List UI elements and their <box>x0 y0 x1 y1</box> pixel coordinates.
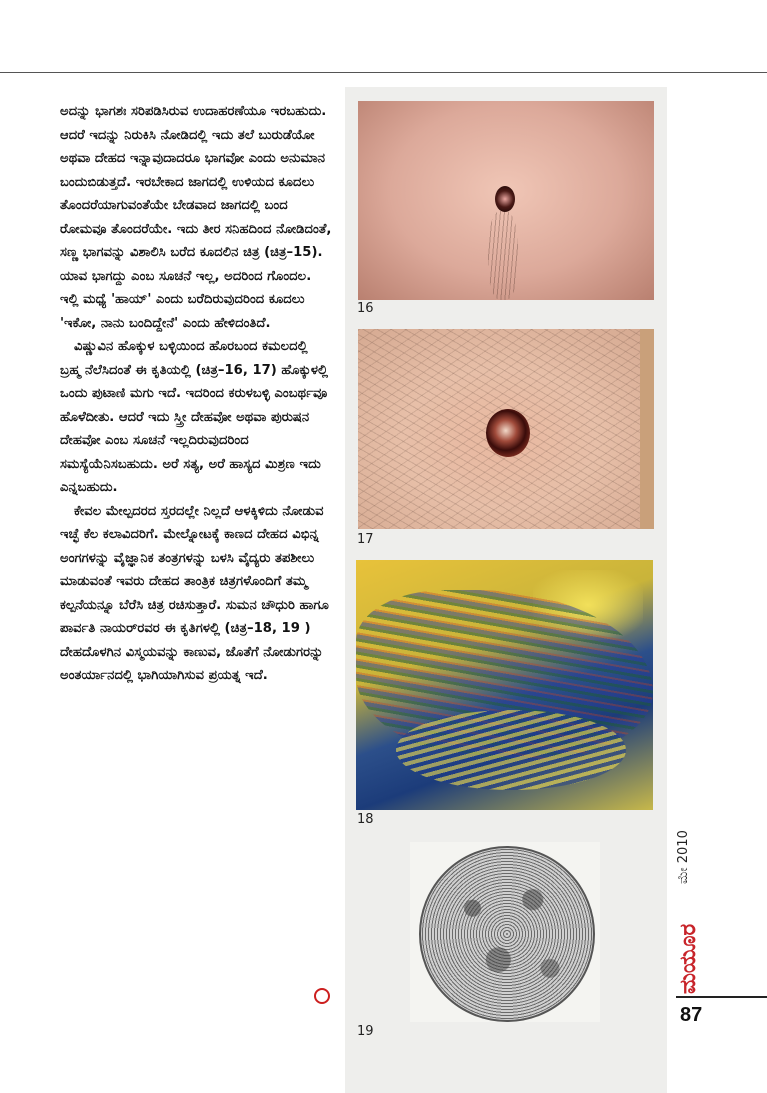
article-paragraph-3: ಕೇವಲ ಮೇಲ್ಪದರದ ಸ್ತರದಲ್ಲೇ ನಿಲ್ಲದೆ ಆಳಕ್ಕಿಳಿದು ನೋಡುವ ಇಚ್ಛೆ ಕೆಲ ಕಲಾವಿದರಿಗೆ. ಮೇಲ್ನೋಟಕ್ಕೆ ಕಾಣದ ದೇಹದ ವಿಭಿನ್ನ ಅಂಗಗಳನ್ನು ವೈಜ್ಞಾನಿಕ ತಂತ್ರಗಳನ್ನು ಬಳಸಿ ವೈದ್ಯರು ತಪಶೀಲು ಮಾಡುವಂತೆ ಇವರು ದೇಹದ ತಾಂತ್ರಿಕ ಚಿತ್ರಗಳೊಂದಿಗೆ ತಮ್ಮ ಕಲ್ಪನೆಯನ್ನೂ ಬೆರೆಸಿ ಚಿತ್ರ ರಚಿಸುತ್ತಾರೆ. ಸುಮನ ಚೌಧುರಿ ಹಾಗೂ ಪಾರ್ವತಿ ನಾಯರ್‌ರವರ ಈ ಕೃತಿಗಳಲ್ಲಿ (ಚಿತ್ರ–18, 19 ) ದೇಹದೊಳಗಿನ ವಿಸ್ಮಯವನ್ನು ಕಾಣುವ, ಜೊತೆಗೆ ನೋಡುಗರನ್ನು ಅಂತರ್ಯಾನದಲ್ಲಿ ಭಾಗಿಯಾಗಿಸುವ ಪ್ರಯತ್ನ ಇದೆ. <box>60 503 329 683</box>
figure-18-caption: 18 <box>357 812 374 827</box>
end-of-article-circle-icon <box>314 988 330 1004</box>
page-number: 87 <box>680 1004 703 1026</box>
masthead-rule <box>676 996 767 998</box>
figure-17-navel-closeup <box>358 329 654 529</box>
circular-micrograph <box>419 846 595 1022</box>
navel-with-baby <box>486 409 530 457</box>
figure-19-microscope-disc <box>410 842 600 1022</box>
figure-16-caption: 16 <box>357 301 374 316</box>
magazine-masthead: ಮಯೂರ <box>676 923 701 994</box>
edge-strip <box>640 329 654 529</box>
figure-17-caption: 17 <box>357 532 374 547</box>
article-paragraph-2: ವಿಷ್ಣುವಿನ ಹೊಕ್ಕುಳ ಬಳ್ಳಿಯಿಂದ ಹೊರಬಂದ ಕಮಲದಲ್ಲಿ ಬ್ರಹ್ಮ ನೆಲೆಸಿದಂತೆ ಈ ಕೃತಿಯಲ್ಲಿ (ಚಿತ್ರ–16, 17) ಹೊಕ್ಕುಳಲ್ಲಿ ಒಂದು ಪುಟಾಣಿ ಮಗು ಇದೆ. ಇದರಿಂದ ಕರುಳಬಳ್ಳಿ ಎಂಬರ್ಥವೂ ಹೊಳೆದೀತು. ಆದರೆ ಇದು ಸ್ತ್ರೀ ದೇಹವೋ ಅಥವಾ ಪುರುಷನ ದೇಹವೋ ಎಂಬ ಸೂಚನೆ ಇಲ್ಲದಿರುವುದರಿಂದ ಸಮಸ್ಯೆಯೆನಿಸಬಹುದು. ಅರೆ ಸತ್ಯ, ಅರೆ ಹಾಸ್ಯದ ಮಿಶ್ರಣ ಇದು ಎನ್ನಬಹುದು. <box>60 339 329 495</box>
yellow-blue-swirl <box>396 710 626 790</box>
article-body <box>60 100 332 688</box>
figure-19-caption: 19 <box>357 1024 374 1039</box>
hair-line <box>488 211 518 300</box>
navel <box>495 186 515 212</box>
figure-16-belly-photo <box>358 101 654 300</box>
figure-18-abstract-painting <box>356 560 653 810</box>
issue-date: ಮೇ 2010 <box>676 830 691 884</box>
article-paragraph-1: ಅದನ್ನು ಭಾಗಶಃ ಸರಿಪಡಿಸಿರುವ ಉದಾಹರಣೆಯೂ ಇರಬಹುದು. ಆದರೆ ಇದನ್ನು ನಿರುಕಿಸಿ ನೋಡಿದಲ್ಲಿ ಇದು ತಲೆ ಬುರುಡೆಯೋ ಅಥವಾ ದೇಹದ ಇನ್ನಾವುದಾದರೂ ಭಾಗವೋ ಎಂದು ಅನುಮಾನ ಬಂದುಬಿಡುತ್ತದೆ. ಇರಬೇಕಾದ ಜಾಗದಲ್ಲಿ ಉಳಿಯದ ಕೂದಲು ತೊಂದರೆಯಾಗುವಂತೆಯೇ ಬೇಡವಾದ ಜಾಗದಲ್ಲಿ ಬಂದ ರೋಮವೂ ತೊಂದರೆಯೇ. ಇದು ತೀರ ಸನಿಹದಿಂದ ನೋಡಿದಂತೆ, ಸಣ್ಣ ಭಾಗವನ್ನು ವಿಶಾಲಿಸಿ ಬರೆದ ಕೂದಲಿನ ಚಿತ್ರ (ಚಿತ್ರ–15). ಯಾವ ಭಾಗದ್ದು ಎಂಬ ಸೂಚನೆ ಇಲ್ಲ, ಅದರಿಂದ ಗೊಂದಲ. ಇಲ್ಲಿ ಮಧ್ಯೆ 'ಹಾಯ್' ಎಂದು ಬರೆದಿರುವುದರಿಂದ ಕೂದಲು 'ಇಕೋ, ನಾನು ಬಂದಿದ್ದೇನೆ' ಎಂದು ಹೇಳಿದಂತಿದೆ. <box>60 104 332 331</box>
header-rule <box>0 72 767 73</box>
